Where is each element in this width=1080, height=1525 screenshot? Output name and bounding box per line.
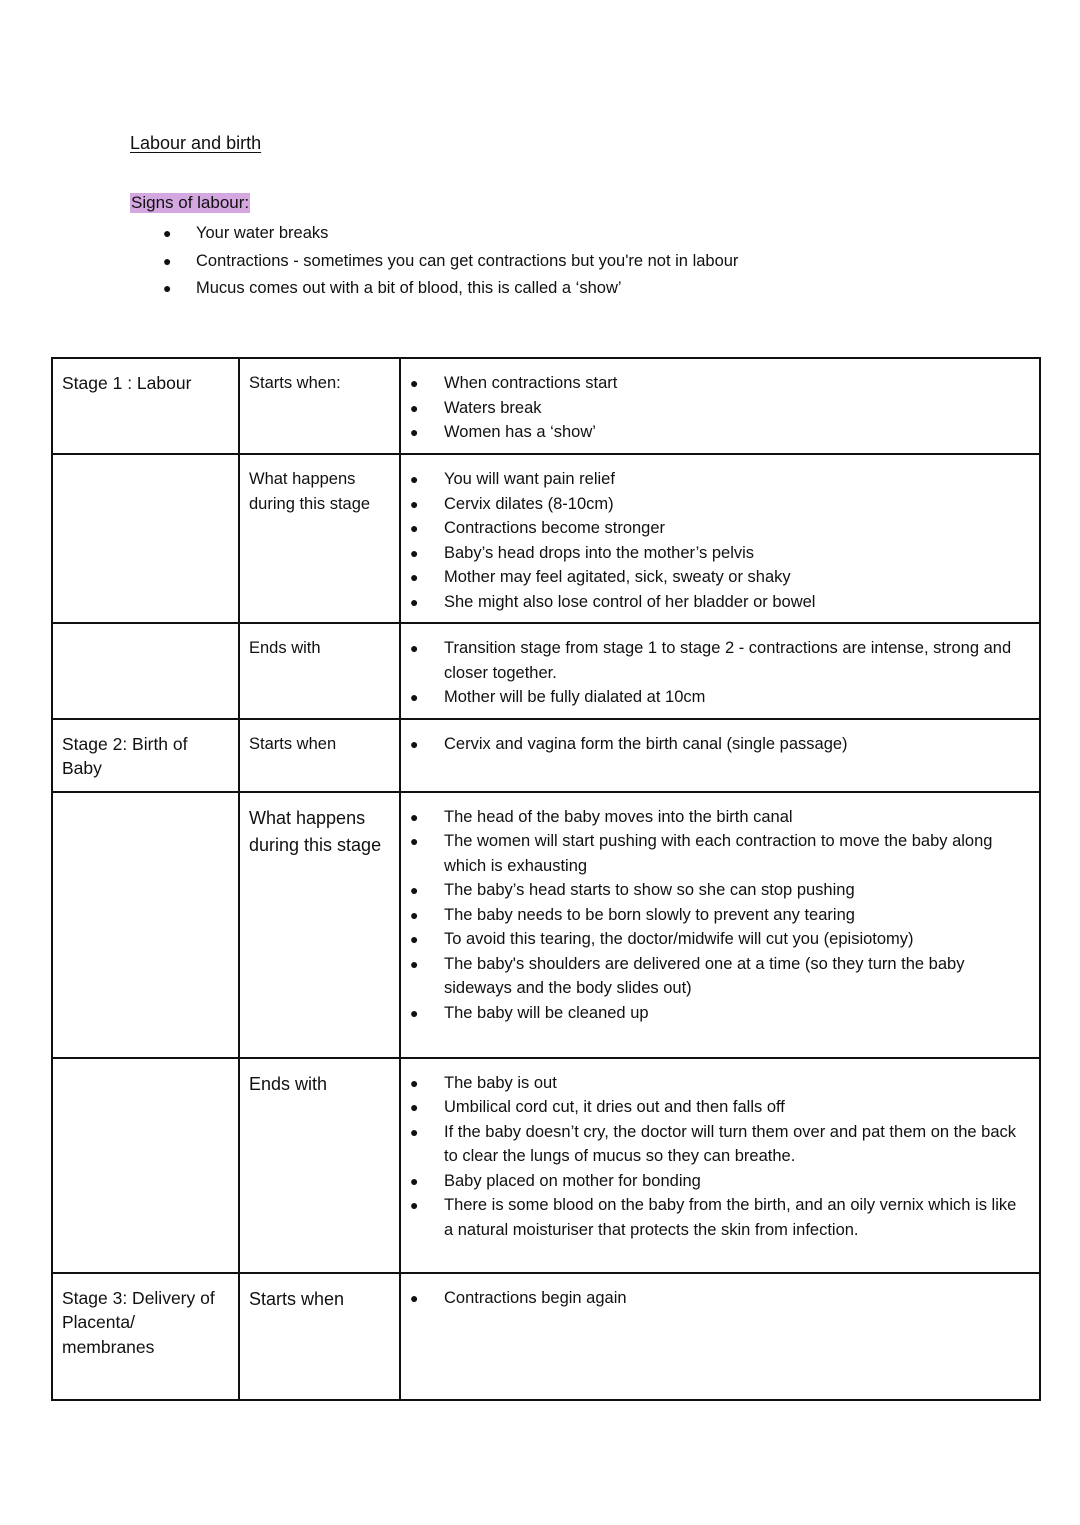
bullet-icon: ● xyxy=(410,833,419,849)
bullet-icon: ● xyxy=(410,544,419,561)
stage-cell xyxy=(52,623,239,719)
list-item-text: The baby’s head starts to show so she can stop pushing xyxy=(444,881,855,899)
list-item xyxy=(410,492,1030,517)
details-list xyxy=(410,636,1030,710)
bullet-icon: ● xyxy=(163,252,172,269)
list-item-text: Waters break xyxy=(444,398,542,417)
table-row xyxy=(52,623,1040,719)
table-row xyxy=(52,719,1040,792)
stage-cell: Stage 2: Birth of Baby xyxy=(52,719,239,792)
bullet-icon: ● xyxy=(410,640,419,656)
stage-cell: Stage 1 : Labour xyxy=(52,358,239,454)
bullet-icon: ● xyxy=(410,931,419,947)
list-item xyxy=(410,590,1030,615)
signs-of-labour-heading: Signs of labour: xyxy=(131,193,250,212)
list-item-text: If the baby doesn’t cry, the doctor will turn them over and pat them on the back to clear the lungs of mucus so they can breathe. xyxy=(444,1122,1017,1165)
list-item-text: Mucus comes out with a bit of blood, this is called a ‘show’ xyxy=(196,279,622,297)
list-item xyxy=(410,952,1030,1001)
list-item-text: The head of the baby moves into the birth canal xyxy=(444,807,793,826)
list-item-text: You will want pain relief xyxy=(444,470,615,488)
list-item-text: Cervix and vagina form the birth canal (single passage) xyxy=(444,734,848,753)
list-item-text: Umbilical cord cut, it dries out and then falls off xyxy=(444,1098,785,1116)
list-item xyxy=(410,1120,1030,1169)
list-item xyxy=(163,275,738,303)
details-list xyxy=(410,467,1030,614)
list-item xyxy=(410,467,1030,492)
list-item xyxy=(410,878,1030,903)
list-item-text: Cervix dilates (8-10cm) xyxy=(444,494,614,513)
list-item-text: The baby will be cleaned up xyxy=(444,1003,649,1022)
bullet-icon: ● xyxy=(410,593,419,610)
list-item-text: The women will start pushing with each contraction to move the baby along which is exhausting xyxy=(444,832,993,875)
list-item xyxy=(410,565,1030,590)
details-cell xyxy=(400,358,1040,454)
list-item-text: The baby's shoulders are delivered one at a time (so they turn the baby sideways and the body slides out) xyxy=(444,954,965,997)
bullet-icon: ● xyxy=(163,280,172,296)
list-item-text: The baby is out xyxy=(444,1073,557,1092)
bullet-icon: ● xyxy=(410,689,419,705)
bullet-icon: ● xyxy=(410,1004,419,1021)
details-cell xyxy=(400,623,1040,719)
bullet-icon: ● xyxy=(410,906,419,923)
table-row xyxy=(52,1273,1040,1400)
list-item xyxy=(410,396,1030,421)
bullet-icon: ● xyxy=(410,1099,419,1115)
table-row xyxy=(52,454,1040,623)
details-list xyxy=(410,805,1030,1026)
bullet-icon: ● xyxy=(410,495,419,512)
bullet-icon: ● xyxy=(410,569,419,585)
table-row xyxy=(52,1058,1040,1273)
list-item xyxy=(410,1001,1030,1026)
phase-label-cell: Starts when xyxy=(239,1273,400,1400)
list-item-text: To avoid this tearing, the doctor/midwife will cut you (episiotomy) xyxy=(444,930,914,948)
list-item xyxy=(410,732,1030,757)
list-item xyxy=(410,1169,1030,1194)
stage-cell: Stage 3: Delivery of Placenta/ membranes xyxy=(52,1273,239,1400)
list-item xyxy=(410,541,1030,566)
list-item-text: Transition stage from stage 1 to stage 2 - contractions are intense, strong and closer together. xyxy=(444,639,1012,682)
phase-label-cell: Ends with xyxy=(239,623,400,719)
list-item-text: Contractions begin again xyxy=(444,1288,627,1307)
list-item xyxy=(410,420,1030,445)
bullet-icon: ● xyxy=(410,399,419,416)
list-item xyxy=(410,927,1030,952)
phase-label-cell: What happens during this stage xyxy=(239,454,400,623)
list-item xyxy=(410,1071,1030,1096)
details-cell xyxy=(400,719,1040,792)
bullet-icon: ● xyxy=(410,1197,419,1213)
list-item xyxy=(410,516,1030,541)
list-item xyxy=(410,805,1030,830)
list-item-text: Baby’s head drops into the mother’s pelvis xyxy=(444,543,755,562)
details-list xyxy=(410,732,1030,757)
bullet-icon: ● xyxy=(410,375,419,391)
details-cell xyxy=(400,1273,1040,1400)
bullet-icon: ● xyxy=(410,882,419,898)
list-item xyxy=(410,1095,1030,1120)
bullet-icon: ● xyxy=(410,808,419,825)
bullet-icon: ● xyxy=(410,955,419,972)
list-item xyxy=(410,685,1030,710)
bullet-icon: ● xyxy=(163,225,172,241)
list-item xyxy=(163,220,738,248)
list-item xyxy=(410,371,1030,396)
details-cell xyxy=(400,454,1040,623)
list-item-text: Contractions become stronger xyxy=(444,519,666,537)
list-item xyxy=(410,1193,1030,1242)
list-item-text: Women has a ‘show’ xyxy=(444,423,596,441)
bullet-icon: ● xyxy=(410,1289,419,1306)
details-list xyxy=(410,371,1030,445)
phase-label-cell: Starts when: xyxy=(239,358,400,454)
bullet-icon: ● xyxy=(410,424,419,440)
stage-cell xyxy=(52,792,239,1058)
table-row xyxy=(52,358,1040,454)
list-item xyxy=(410,903,1030,928)
list-item-text: There is some blood on the baby from the birth, and an oily vernix which is like a natural moisturiser that protects the skin from infection. xyxy=(444,1196,1017,1239)
phase-label-cell: What happens during this stage xyxy=(239,792,400,1058)
phase-label-cell: Ends with xyxy=(239,1058,400,1273)
details-cell xyxy=(400,1058,1040,1273)
list-item xyxy=(410,829,1030,878)
phase-label-cell: Starts when xyxy=(239,719,400,792)
list-item-text: When contractions start xyxy=(444,374,618,392)
bullet-icon: ● xyxy=(410,1123,419,1140)
details-list xyxy=(410,1071,1030,1243)
list-item-text: She might also lose control of her bladder or bowel xyxy=(444,592,816,611)
stages-table xyxy=(51,357,1041,1401)
list-item-text: Your water breaks xyxy=(196,224,329,242)
bullet-icon: ● xyxy=(410,520,419,536)
details-list xyxy=(410,1286,1030,1311)
list-item-text: The baby needs to be born slowly to prevent any tearing xyxy=(444,905,855,924)
stage-cell xyxy=(52,454,239,623)
bullet-icon: ● xyxy=(410,471,419,487)
list-item xyxy=(410,636,1030,685)
bullet-icon: ● xyxy=(410,735,419,752)
page-title: Labour and birth xyxy=(130,133,262,153)
bullet-icon: ● xyxy=(410,1172,419,1189)
list-item-text: Baby placed on mother for bonding xyxy=(444,1171,701,1190)
list-item xyxy=(410,1286,1030,1311)
list-item xyxy=(163,248,738,276)
list-item-text: Contractions - sometimes you can get contractions but you're not in labour xyxy=(196,251,739,270)
stage-cell xyxy=(52,1058,239,1273)
bullet-icon: ● xyxy=(410,1074,419,1091)
list-item-text: Mother will be fully dialated at 10cm xyxy=(444,688,706,706)
table-row xyxy=(52,792,1040,1058)
details-cell xyxy=(400,792,1040,1058)
signs-of-labour-list xyxy=(163,220,738,303)
list-item-text: Mother may feel agitated, sick, sweaty or shaky xyxy=(444,568,791,586)
